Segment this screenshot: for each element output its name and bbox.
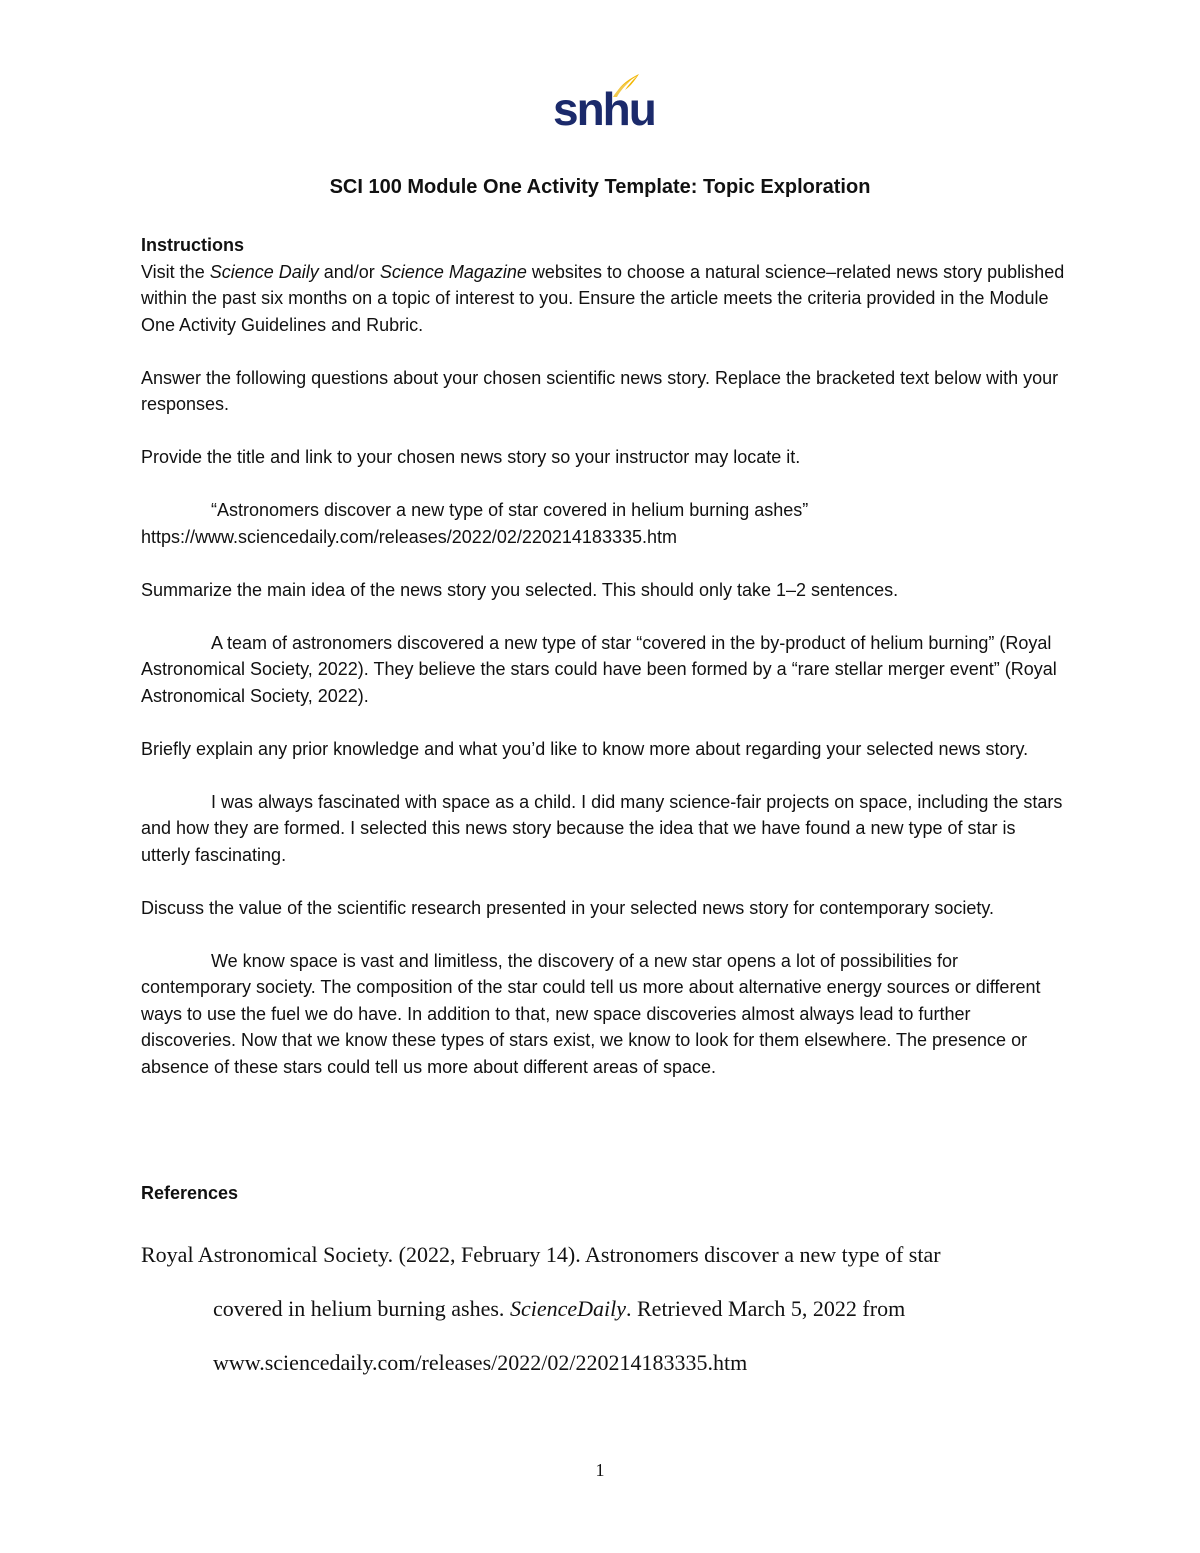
answer-1-link[interactable]: https://www.sciencedaily.com/releases/2022/02/220214183335.htm xyxy=(141,526,677,547)
reference-line-1: Royal Astronomical Society. (2022, February 14). Astronomers discover a new type of star xyxy=(141,1242,941,1267)
question-3: Briefly explain any prior knowledge and what you’d like to know more about regarding your selected news story. xyxy=(141,738,1029,759)
question-2: Summarize the main idea of the news story you selected. This should only take 1–2 sentences. xyxy=(141,579,899,600)
page-title: SCI 100 Module One Activity Template: Topic Exploration xyxy=(329,176,871,198)
page-number: 1 xyxy=(595,1460,605,1480)
answer-1-title: “Astronomers discover a new type of star covered in helium burning ashes” xyxy=(211,500,809,520)
instructions-paragraph-2: Answer the following questions about your chosen scientific news story. Replace the bracketed text below with your responses. xyxy=(141,367,1059,414)
answer-2: A team of astronomers discovered a new type of star “covered in the by-product of helium burning” (Royal Astronomical Society, 2022). They believe the stars could have been formed by a “rare stellar merger event” (Royal Astronomical Society, 2022). xyxy=(141,632,1057,706)
science-magazine-name: Science Magazine xyxy=(379,261,527,282)
instructions-heading: Instructions xyxy=(141,235,245,255)
snhu-logo xyxy=(553,72,655,135)
instructions-text-1: Visit the xyxy=(141,261,210,282)
answer-3: I was always fascinated with space as a child. I did many science-fair projects on space, including the stars and how they are formed. I selected this news story because the idea that we have found a new type of star is utterly fascinating. xyxy=(141,791,1063,865)
answer-4: We know space is vast and limitless, the discovery of a new star opens a lot of possibilities for contemporary society. The composition of the star could tell us more about alternative energy sources or different ways to use the fuel we do have. In addition to that, new space discoveries almost always lead to further discoveries. Now that we know these types of stars exist, we know to look for them elsewhere. The presence or absence of these stars could tell us more about different areas of space. xyxy=(141,950,1041,1077)
reference-text: covered in helium burning ashes. xyxy=(213,1296,510,1321)
reference-entry xyxy=(141,1228,1041,1390)
reference-retrieved: . Retrieved March 5, 2022 from xyxy=(626,1296,906,1321)
references-heading: References xyxy=(141,1183,239,1203)
question-1: Provide the title and link to your chosen news story so your instructor may locate it. xyxy=(141,447,801,467)
reference-line-2 xyxy=(141,1282,1041,1336)
science-daily-name: Science Daily xyxy=(209,261,319,282)
document-body xyxy=(141,232,1066,1080)
logo-wordmark: snhu xyxy=(553,83,655,135)
instructions-paragraph xyxy=(141,259,1066,339)
question-4: Discuss the value of the scientific research presented in your selected news story for contemporary society. xyxy=(141,897,995,918)
instructions-text-2: and/or xyxy=(318,261,380,282)
reference-source: ScienceDaily xyxy=(509,1296,626,1321)
reference-url[interactable]: www.sciencedaily.com/releases/2022/02/220214183335.htm xyxy=(213,1350,748,1375)
instructions-text-3: websites to choose a natural science–related news story published within the past six months on a topic of interest to you. Ensure the article meets the criteria provided in the Module One Activity Guidelines and Rubric. xyxy=(141,261,1065,335)
